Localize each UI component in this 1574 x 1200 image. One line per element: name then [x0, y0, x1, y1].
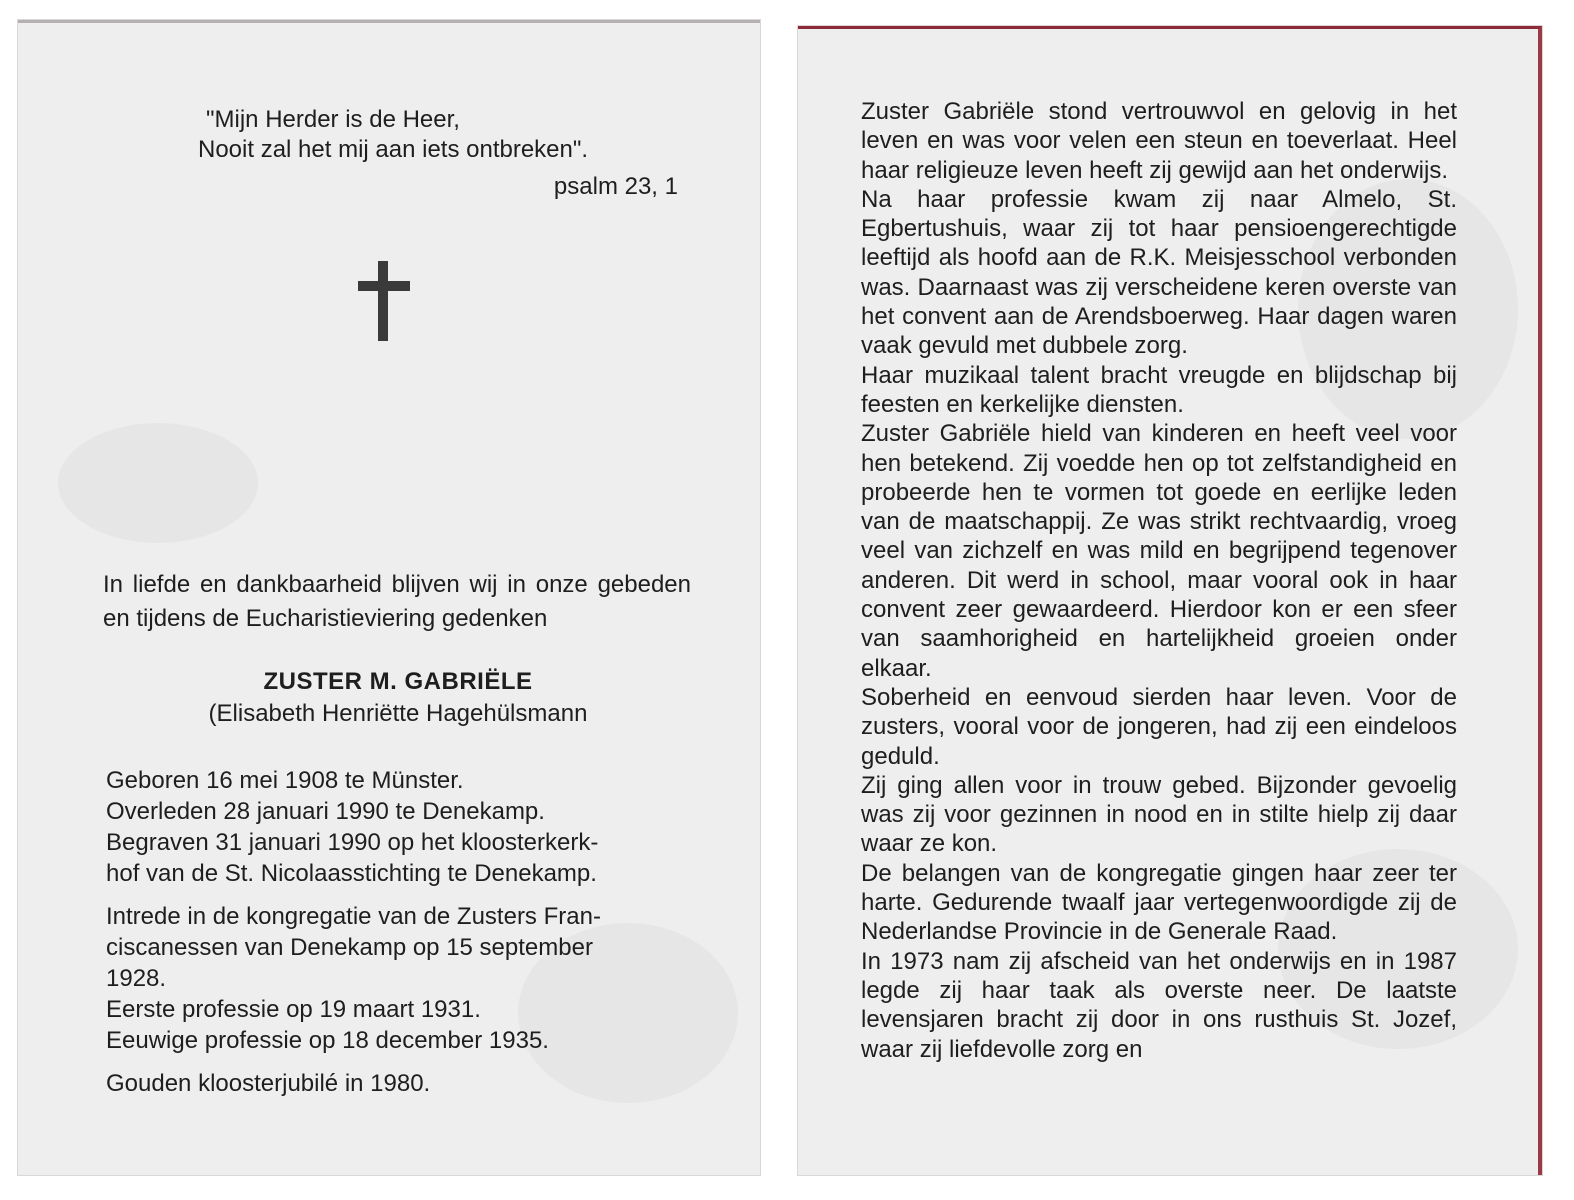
bio-paragraph: Haar muzikaal talent bracht vreugde en blijdschap bij feesten en kerkelijke diensten.: [861, 361, 1457, 418]
life-facts: [106, 765, 696, 1099]
psalm-line-1: "Mijn Herder is de Heer,: [206, 106, 460, 133]
fact-first-profession: Eerste professie op 19 maart 1931.: [106, 996, 481, 1023]
fact-buried-cont: hof van de St. Nicolaasstichting te Denekamp.: [106, 860, 597, 887]
psalm-quote: [198, 105, 678, 165]
intro-text: In liefde en dankbaarheid blijven wij in onze gebeden en tijdens de Eucharistieviering gedenken: [103, 571, 691, 632]
bio-paragraph: Na haar professie kwam zij naar Almelo, St. Egbertushuis, waar zij tot haar pensioengerechtigde leeftijd als hoofd aan de R.K. Meisjesschool verbonden was. Daarnaast was zij verscheidene keren overste van het convent aan de Arendsboerweg. Haar dagen waren vaak gevuld met dubbele zorg.: [861, 185, 1457, 360]
fact-born: Geboren 16 mei 1908 te Münster.: [106, 767, 464, 794]
fact-died: Overleden 28 januari 1990 te Denekamp.: [106, 798, 545, 825]
fact-entry-year: 1928.: [106, 965, 167, 992]
fact-eternal-profession: Eeuwige professie op 18 december 1935.: [106, 1027, 549, 1054]
cross-icon: [358, 261, 410, 341]
bio-paragraph: Zuster Gabriële hield van kinderen en heeft veel voor hen betekend. Zij voedde hen op tot zelfstandigheid en probeerde hen te vormen tot goede en eerlijke leden van de maatschappij. Ze was strikt rechtvaardig, vroeg veel van zichzelf en was mild en begrijpend tegenover anderen. Dit werd in school, maar vooral ook in haar convent zeer gewaardeerd. Hierdoor kon er een sfeer van saamhorigheid en hartelijkheid groeien onder elkaar.: [861, 420, 1457, 682]
fact-buried: Begraven 31 januari 1990 op het kloosterkerk-: [106, 829, 599, 856]
bio-paragraph: Zuster Gabriële stond vertrouwvol en gelovig in het leven en was voor velen een steun en toeverlaat. Heel haar religieuze leven heeft zij gewijd aan het onderwijs.: [861, 98, 1457, 184]
memorial-card-back: [798, 26, 1542, 1175]
fact-jubilee: Gouden kloosterjubilé in 1980.: [106, 1070, 431, 1097]
biography-text: [861, 97, 1457, 1064]
psalm-reference: psalm 23, 1: [553, 173, 678, 200]
bio-paragraph: Soberheid en eenvoud sierden haar leven. Voor de zusters, vooral voor de jongeren, had zij een eindeloos geduld.: [861, 683, 1457, 770]
bio-paragraph: Zij ging allen voor in trouw gebed. Bijzonder gevoelig was zij voor gezinnen in nood en in stilte hielp zij daar waar ze kon.: [861, 771, 1457, 858]
psalm-line-2: Nooit zal het mij aan iets ontbreken".: [198, 136, 589, 163]
deceased-name: ZUSTER M. GABRIËLE: [263, 668, 533, 695]
bio-paragraph: In 1973 nam zij afscheid van het onderwijs en in 1987 legde zij haar taak als overste neer. De laatste levensjaren bracht zij door in ons rusthuis St. Jozef, waar zij liefdevolle zorg en: [861, 947, 1457, 1063]
bio-paragraph: De belangen van de kongregatie gingen haar zeer ter harte. Gedurende twaalf jaar vertegenwoordigde zij de Nederlandse Provincie in de Generale Raad.: [861, 859, 1457, 946]
fact-entry-cont: ciscanessen van Denekamp op 15 september: [106, 934, 593, 961]
deceased-full-name: (Elisabeth Henriëtte Hagehülsmann: [208, 700, 588, 727]
fact-entry: Intrede in de kongregatie van de Zusters Fran-: [106, 903, 601, 930]
memorial-card-front: [18, 20, 760, 1175]
